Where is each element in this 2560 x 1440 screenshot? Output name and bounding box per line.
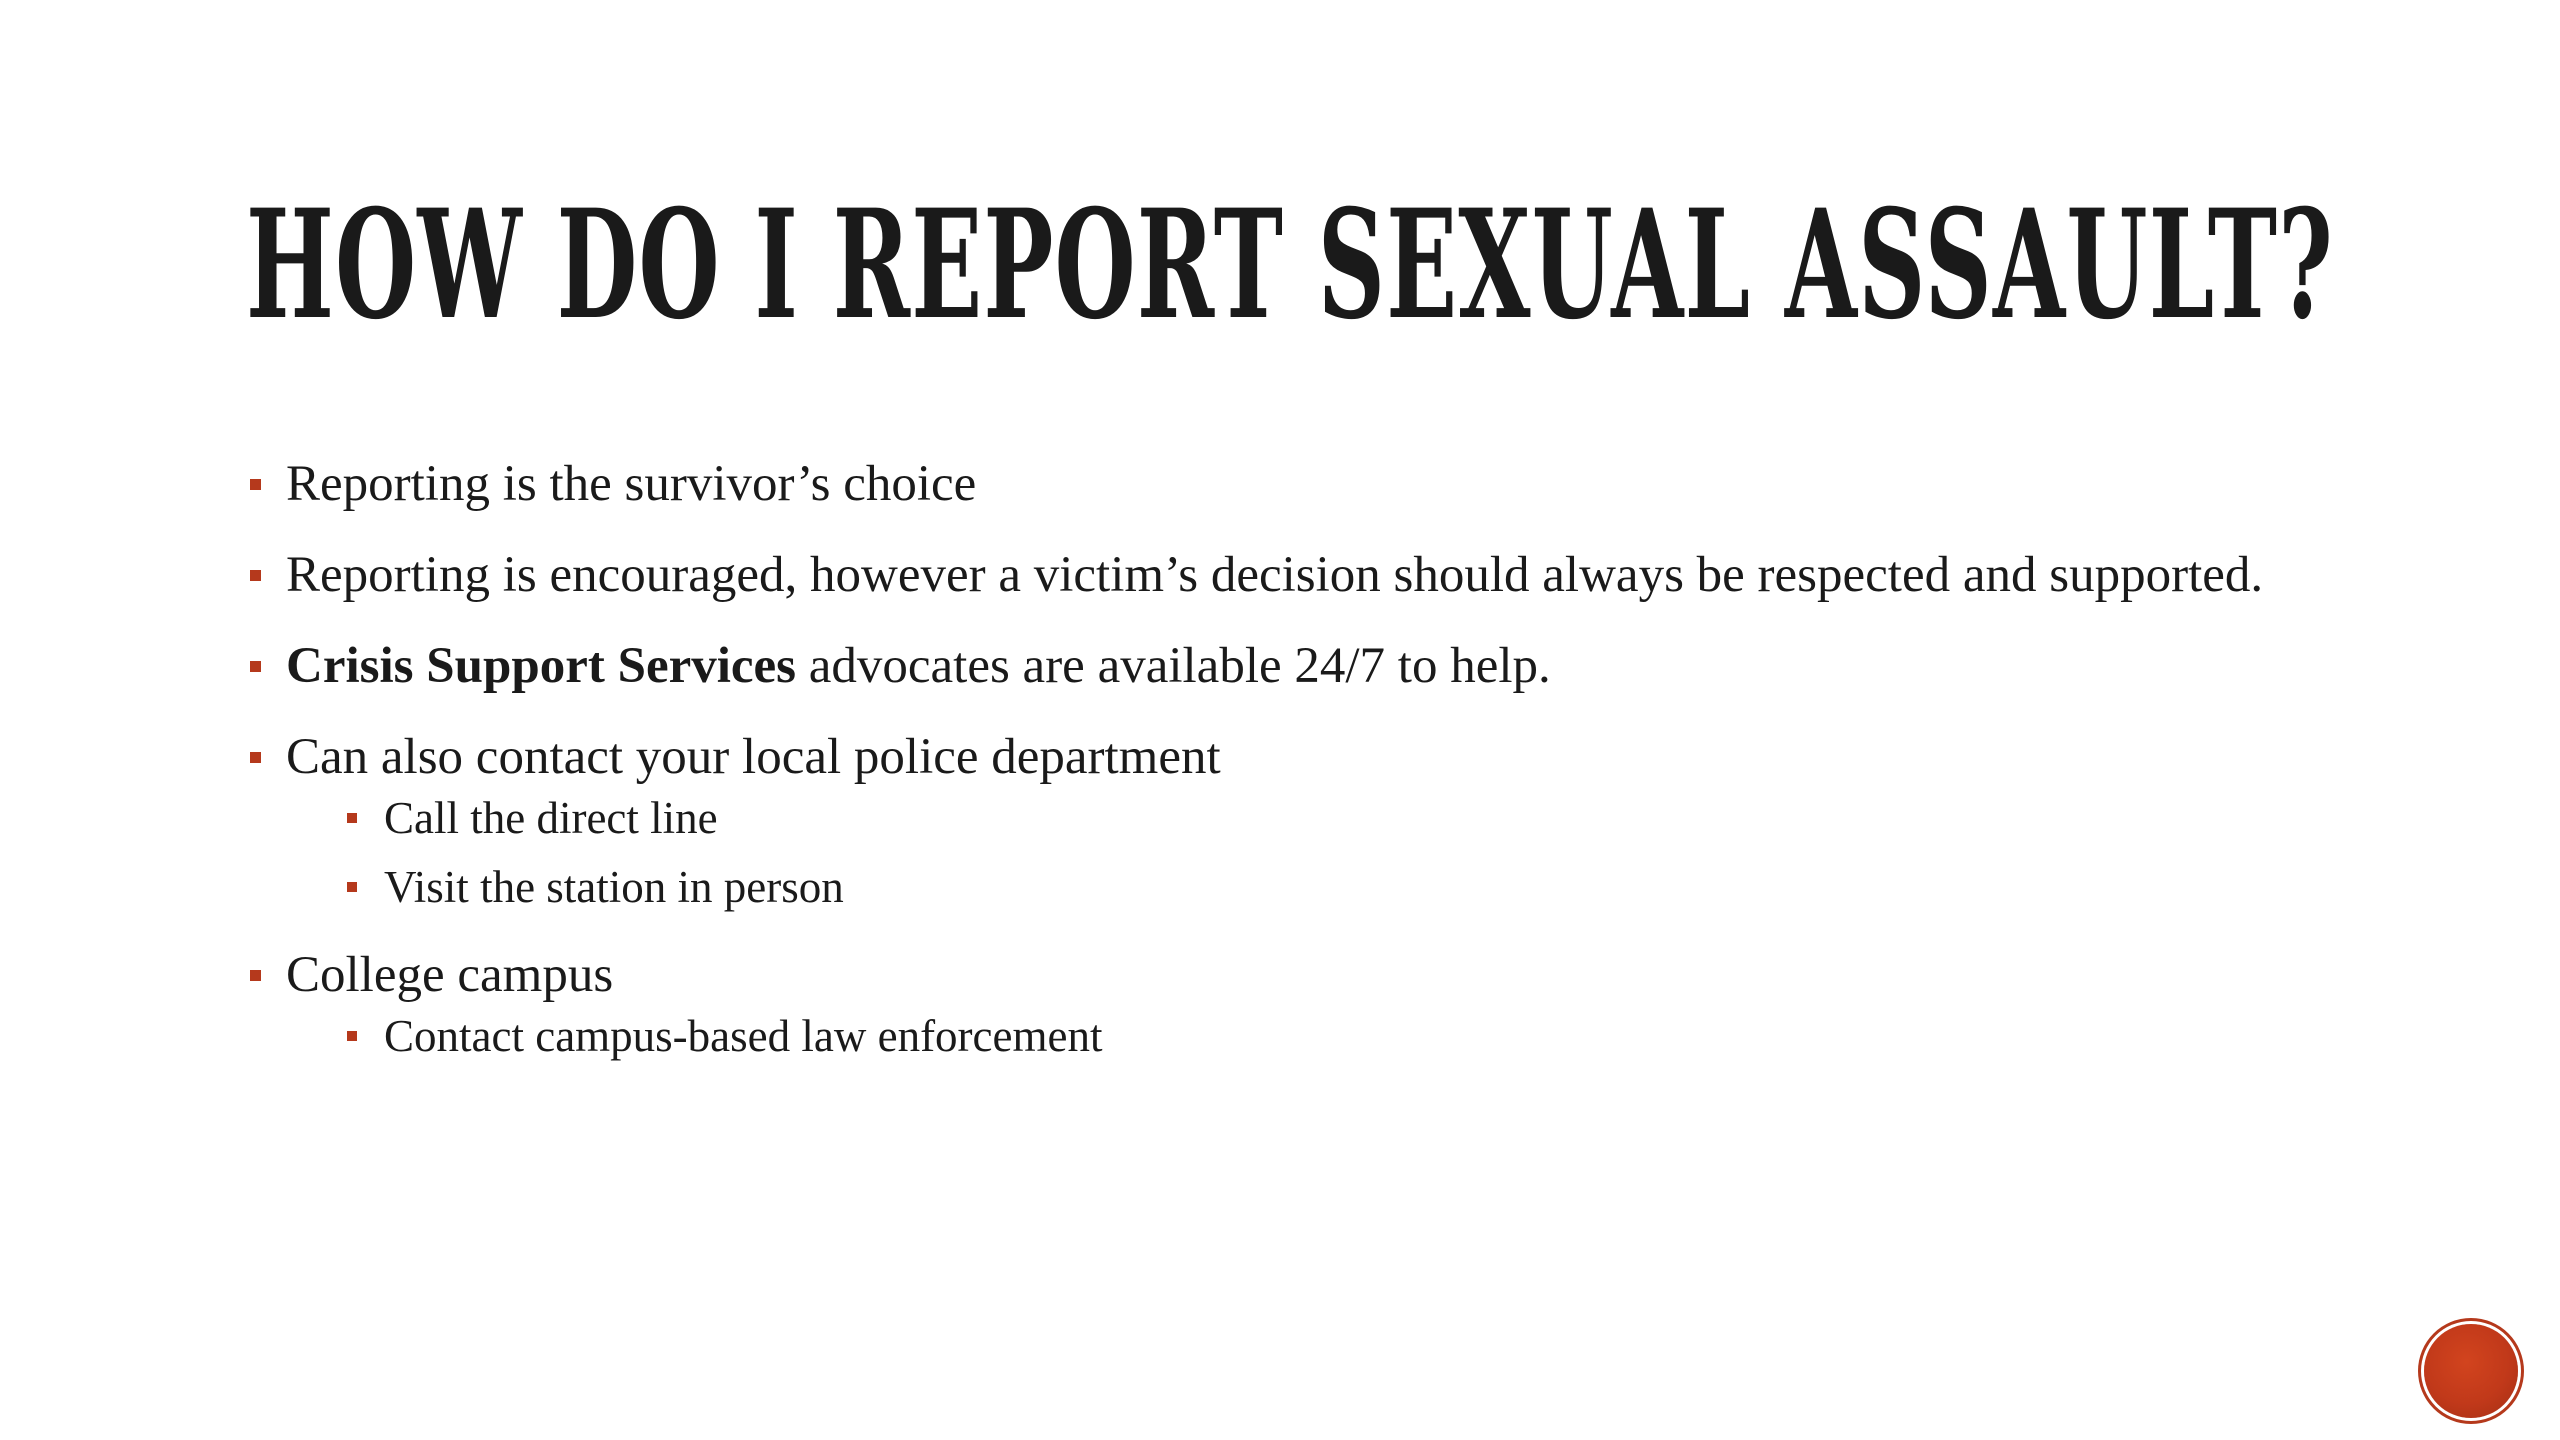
bullet-text: Reporting is the survivor’s choice [286,456,977,512]
bullet-list [246,455,2346,1095]
bullet-item [246,946,2346,1062]
bullet-text [286,638,1551,694]
sub-bullet-list [286,1010,2346,1062]
sub-bullet-item [286,792,2346,844]
sub-bullet-text: Call the direct line [384,793,718,843]
sub-bullet-item [286,1010,2346,1062]
square-bullet-icon [250,970,261,981]
square-bullet-icon [250,570,261,581]
bullet-text: College campus [286,947,614,1003]
bullet-item [246,728,2346,913]
square-bullet-icon [250,661,261,672]
square-bullet-icon [347,813,357,823]
sub-bullet-text: Contact campus-based law enforcement [384,1011,1103,1061]
bullet-item [246,546,2346,604]
bullet-rest-text: advocates are available 24/7 to help. [796,638,1551,694]
bullet-text: Can also contact your local police department [286,729,1221,785]
sub-bullet-list [286,792,2346,913]
bullet-bold-text: Crisis Support Services [286,638,796,694]
slide-title: HOW DO I REPORT SEXUAL ASSAULT? [246,177,2334,353]
square-bullet-icon [347,1031,357,1041]
sub-bullet-item [286,861,2346,913]
square-bullet-icon [250,479,261,490]
bullet-item [246,455,2346,513]
square-bullet-icon [347,882,357,892]
square-bullet-icon [250,752,261,763]
bullet-text: Reporting is encouraged, however a victim’s decision should always be respected and supported. [286,547,2264,603]
slide-nav-button[interactable] [2424,1324,2518,1418]
bullet-item [246,637,2346,695]
sub-bullet-text: Visit the station in person [384,862,844,912]
